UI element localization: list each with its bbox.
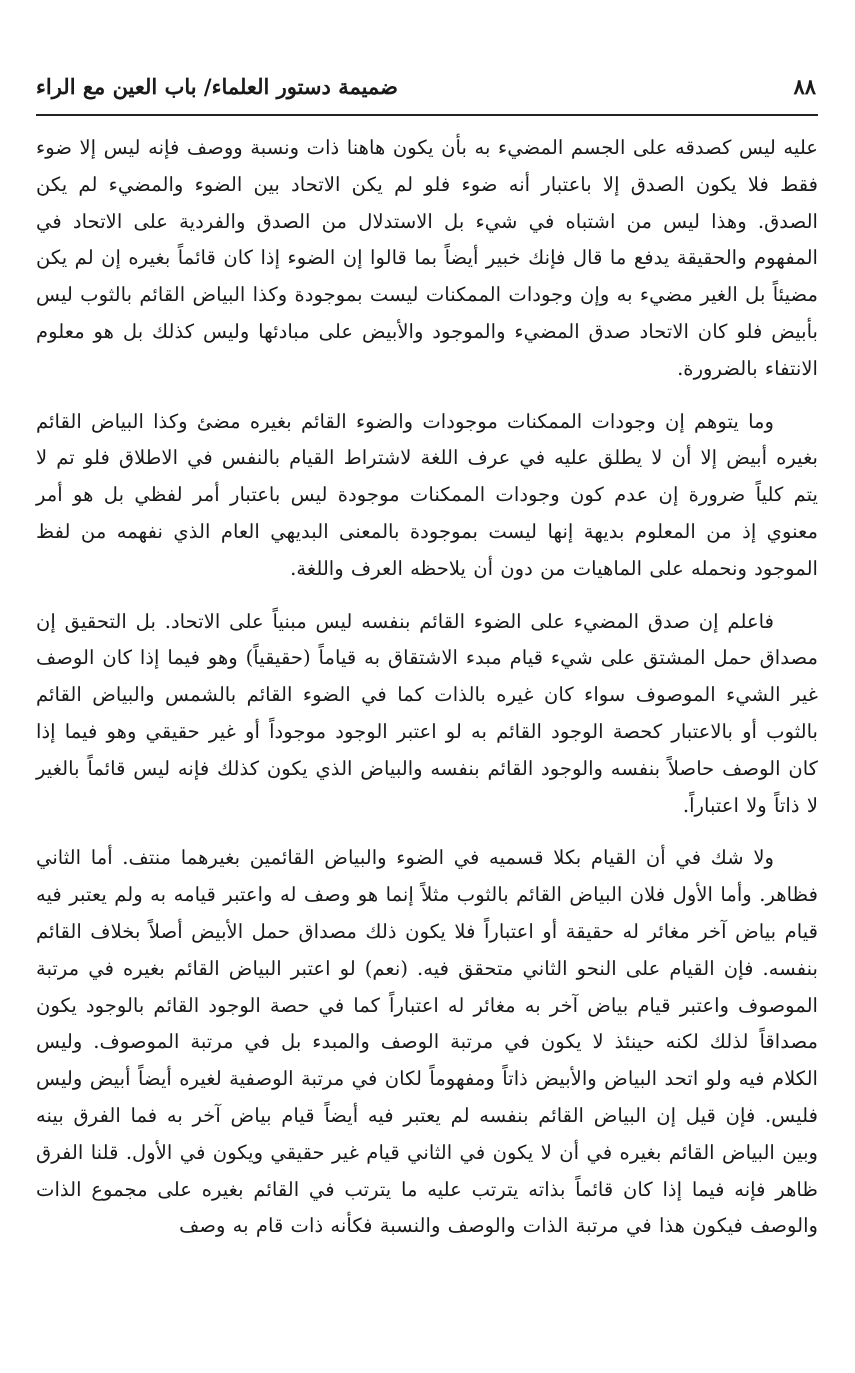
body-text — [36, 130, 818, 1245]
running-header — [36, 62, 818, 116]
header-title: ضميمة دستور العلماء/ باب العين مع الراء — [36, 74, 398, 99]
paragraph-4: ولا شك في أن القيام بكلا قسميه في الضوء والبياض القائمين بغيرهما منتف. أما الثاني فظاهر. وأما الأول فلان البياض القائم بالثوب مثلاً إنما هو وصف له واعتبر قيامه به ولم يعتبر فيه قيام بياض آخر مغائر له حقيقة أو اعتباراً فلا يكون ذلك مصداق حمل الأبيض أصلاً بخلاف القائم بنفسه. فإن القيام على النحو الثاني متحقق فيه. (نعم) لو اعتبر البياض القائم بغيره في مرتبة الموصوف واعتبر قيام بياض آخر به مغائر له اعتباراً كما في حصة الوجود القائم بالوجود يكون مصداقاً لذلك لكنه حينئذ لا يكون في مرتبة الوصف والمبدء بل في مرتبة الموصوف. وليس الكلام فيه ولو اتحد البياض والأبيض ذاتاً ومفهوماً لكان في مرتبة الوصفية لغيره أيضاً أبيض وليس فليس. فإن قيل إن البياض القائم بنفسه لم يعتبر فيه أيضاً قيام بياض آخر به فما الفرق بينه وبين البياض القائم بغيره في أن لا يكون في الثاني قيام غير حقيقي ويكون في الأول. قلنا الفرق ظاهر فإنه فيما إذا كان قائماً بذاته يترتب عليه ما يترتب في القائم بغيره على مجموع الذات والوصف فيكون هذا في مرتبة الذات والوصف والنسبة فكأنه ذات قام به وصف — [36, 846, 818, 1238]
page-content — [36, 62, 818, 1245]
paragraph-3: فاعلم إن صدق المضيء على الضوء القائم بنفسه ليس مبنياً على الاتحاد. بل التحقيق إن مصداق حمل المشتق على شيء قيام مبدء الاشتقاق به قياماً (حقيقياً) وهو فيما إذا كان الوصف غير الشيء الموصوف سواء كان غيره بالذات كما في الضوء القائم بالشمس والبياض القائم بالثوب أو بالاعتبار كحصة الوجود القائم به لو اعتبر الوجود موجوداً أو غير حقيقي وهو فيما إذا كان الوصف حاصلاً بنفسه والوجود القائم بنفسه والبياض الذي يكون كذلك فإنه ليس قائماً بالغير لا ذاتاً ولا اعتباراً. — [36, 609, 818, 817]
page-number: ٨٨ — [793, 74, 816, 99]
paragraph-2: وما يتوهم إن وجودات الممكنات موجودات والضوء القائم بغيره مضئ وكذا البياض القائم بغيره أبيض إلا أن لا يطلق عليه في عرف اللغة لاشتراط القيام بالنفس في الاطلاق فلو تم لا يتم كلياً ضرورة إن عدم كون وجودات الممكنات موجودة ليس باعتبار أمر لفظي بل هو أمر معنوي إذ من المعلوم بديهة إنها ليست بموجودة بالمعنى البديهي العام الذي نفهمه من لفظ الموجود ونحمله على الماهيات من دون أن يلاحظه العرف واللغة. — [36, 409, 818, 580]
paragraph-1: عليه ليس كصدقه على الجسم المضيء به بأن يكون هاهنا ذات ونسبة ووصف فإنه ليس إلا ضوء فقط فلا يكون الصدق إلا باعتبار أنه ضوء فلو لم يكن الاتحاد بين الضوء والمضيء لم يكن الصدق. وهذا ليس من اشتباه في شيء بل الاستدلال من الصدق والفردية على الاتحاد في المفهوم والحقيقة يدفع ما قال فإنك خبير أيضاً بما قالوا إن الضوء إذا كان قائماً بغيره إن لم يكن مضيئاً بل الغير مضيء به وإن وجودات الممكنات ليست بموجودة وكذا البياض القائم بالثوب ليس بأبيض فلو كان الاتحاد صدق المضيء والموجود والأبيض على مبادئها وليس كذلك بل هو معلوم الانتفاء بالضرورة. — [36, 136, 818, 380]
